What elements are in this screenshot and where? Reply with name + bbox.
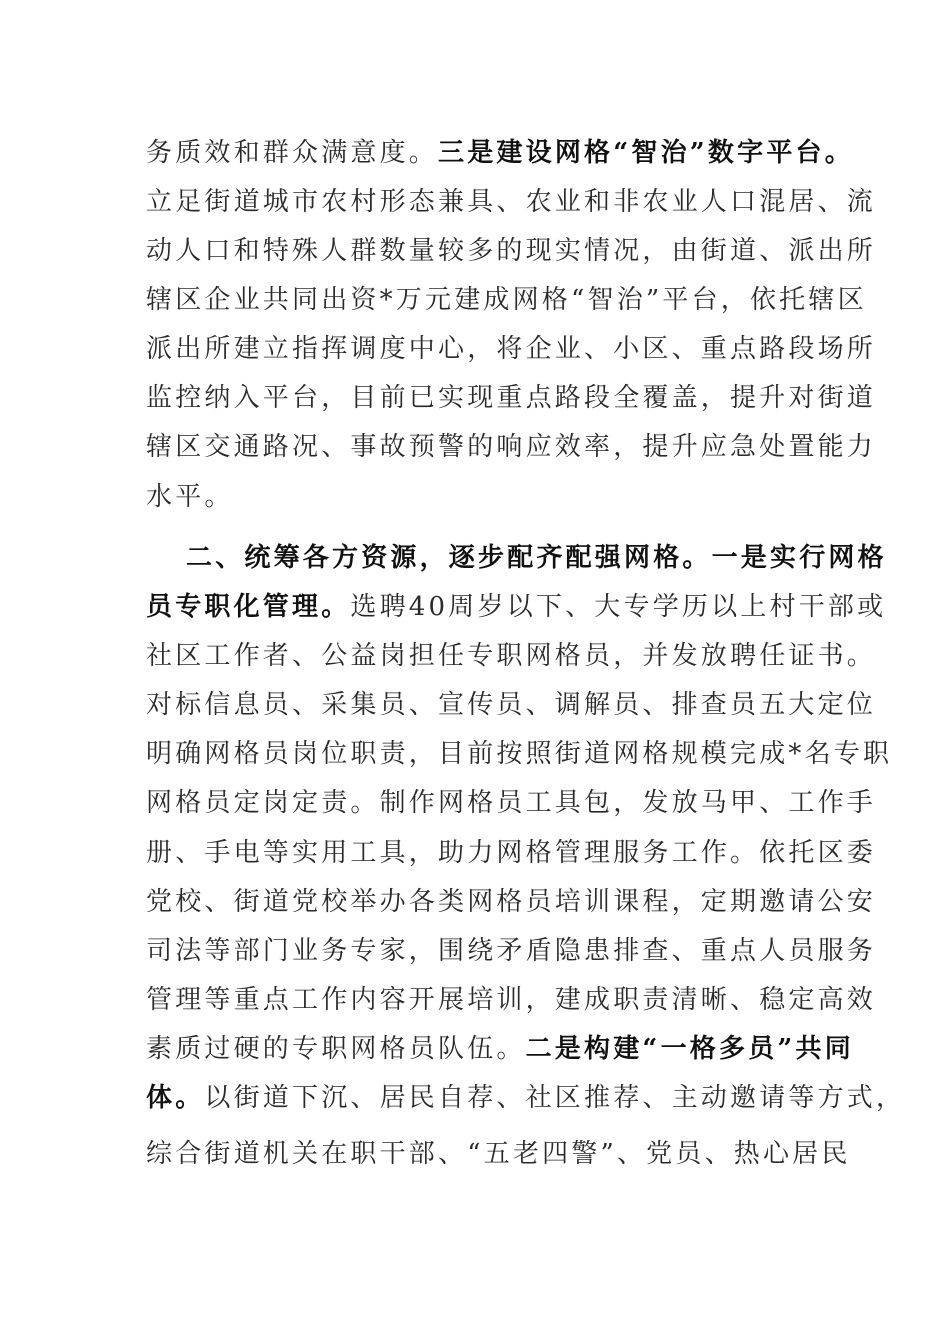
text-segment: 管理等重点工作内容开展培训，建成职责清晰、稳定高效 bbox=[146, 985, 877, 1015]
text-line bbox=[146, 877, 877, 927]
text-segment: 以街道下沉、居民自荐、社区推荐、主动邀请等方式， bbox=[204, 1083, 906, 1113]
text-segment: 派出所建立指挥调度中心，将企业、小区、重点路段场所 bbox=[146, 334, 877, 364]
text-line bbox=[146, 631, 877, 681]
text-line bbox=[146, 324, 877, 374]
text-segment: 素质过硬的专职网格员队伍。 bbox=[146, 1034, 526, 1064]
bold-heading-segment: 三是建设网格“智治”数字平台。 bbox=[438, 138, 854, 168]
text-line bbox=[146, 1073, 906, 1123]
text-line bbox=[146, 729, 893, 779]
text-segment: 辖区交通路况、事故预警的响应效率，提升应急处置能力 bbox=[146, 432, 877, 462]
text-segment: 党校、街道党校举办各类网格员培训课程，定期邀请公安 bbox=[146, 887, 877, 917]
bold-heading-segment: 二是构建“一格多员”共同 bbox=[525, 1034, 854, 1064]
text-line bbox=[146, 975, 877, 1025]
bold-heading-segment: 体。 bbox=[146, 1083, 205, 1113]
text-segment: 社区工作者、公益岗担任专职网格员，并发放聘任证书。 bbox=[146, 641, 877, 671]
text-line bbox=[146, 472, 826, 522]
text-segment: 册、手电等实用工具，助力网格管理服务工作。依托区委 bbox=[146, 838, 877, 868]
text-line bbox=[146, 1129, 851, 1179]
text-line bbox=[146, 828, 877, 878]
text-line bbox=[146, 177, 877, 227]
text-segment: 网格员定岗定责。制作网格员工具包，发放马甲、工作手 bbox=[146, 788, 877, 818]
text-line bbox=[146, 422, 877, 472]
text-segment: 辖区企业共同出资*万元建成网格“智治”平台，依托辖区 bbox=[146, 285, 867, 315]
text-segment: 综合街道机关在职干部、“五老四警”、党员、热心居民 bbox=[146, 1139, 851, 1169]
text-segment: 明确网格员岗位职责，目前按照街道网格规模完成*名专职 bbox=[146, 739, 893, 769]
text-line bbox=[146, 680, 877, 730]
text-segment: 司法等部门业务专家，围绕矛盾隐患排查、重点人员服务 bbox=[146, 936, 877, 966]
text-line bbox=[146, 778, 877, 828]
text-line bbox=[146, 275, 867, 325]
text-segment: 对标信息员、采集员、宣传员、调解员、排查员五大定位 bbox=[146, 690, 877, 720]
section-heading: 二、统筹各方资源，逐步配齐配强网格。一是实行网格 bbox=[186, 543, 887, 573]
text-line bbox=[146, 373, 877, 423]
text-line bbox=[146, 1024, 854, 1074]
text-segment: 监控纳入平台，目前已实现重点路段全覆盖，提升对街道 bbox=[146, 383, 877, 413]
text-segment: 务质效和群众满意度。 bbox=[146, 138, 439, 168]
section-heading-line bbox=[186, 533, 887, 583]
text-line bbox=[146, 926, 877, 976]
text-line bbox=[146, 128, 854, 178]
text-segment: 立足街道城市农村形态兼具、农业和非农业人口混居、流 bbox=[146, 187, 877, 217]
bold-heading-segment: 员专职化管理。 bbox=[146, 592, 351, 622]
text-segment: 水平。 bbox=[146, 482, 234, 512]
text-line bbox=[146, 226, 877, 276]
text-segment: 动人口和特殊人群数量较多的现实情况，由街道、派出所 bbox=[146, 236, 877, 266]
text-segment: 选聘40周岁以下、大专学历以上村干部或 bbox=[350, 592, 887, 622]
text-line bbox=[146, 582, 887, 632]
